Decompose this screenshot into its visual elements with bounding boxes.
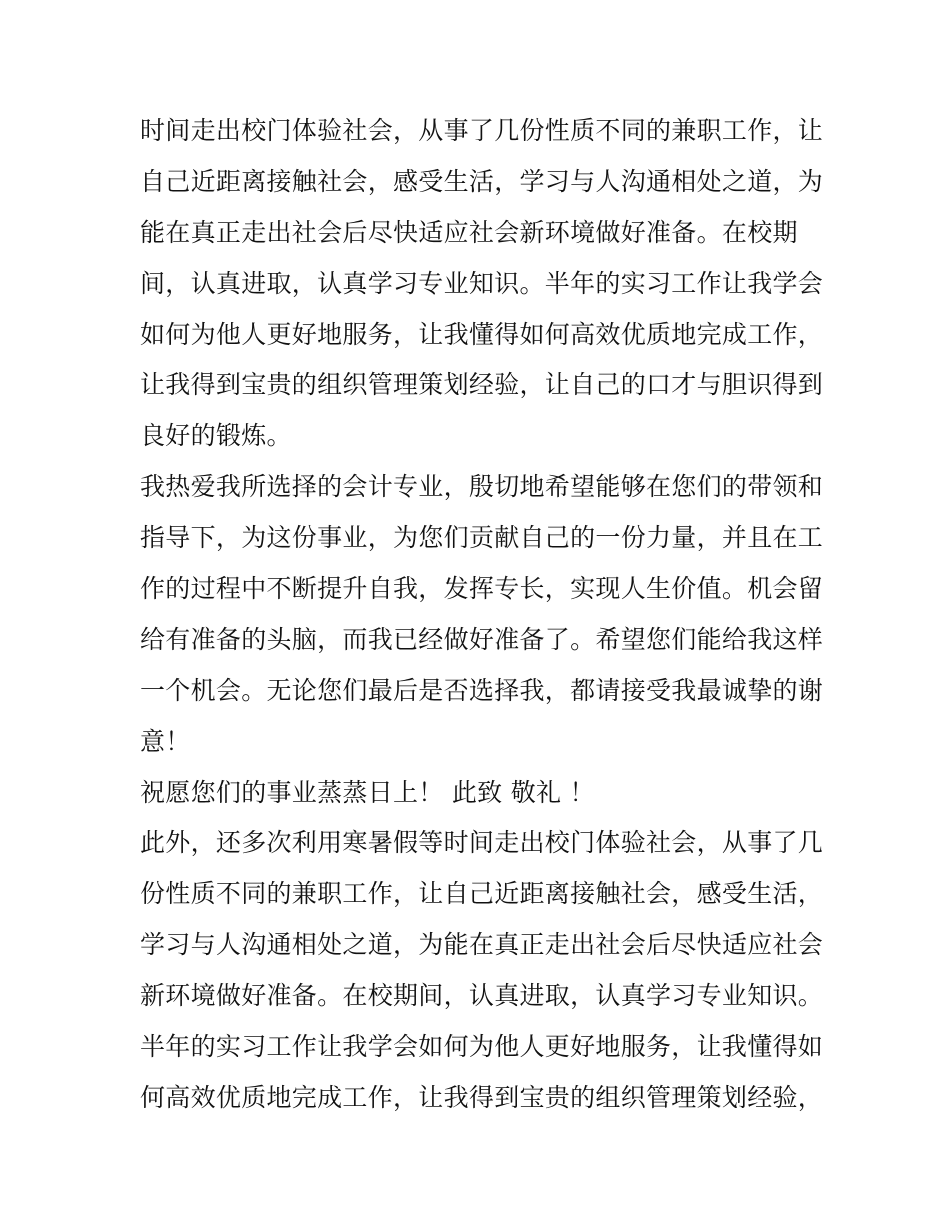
text-line: 半年的实习工作让我学会如何为他人更好地服务，让我懂得如	[140, 1032, 824, 1062]
document-body	[140, 106, 824, 1124]
text-line: 作的过程中不断提升自我，发挥专长，实现人生价值。机会留	[140, 574, 824, 604]
text-line: 给有准备的头脑，而我已经做好准备了。希望您们能给我这样	[140, 624, 824, 654]
text-line: 此外，还多次利用寒暑假等时间走出校门体验社会，从事了几	[140, 828, 824, 858]
text-line: 一个机会。无论您们最后是否选择我，都请接受我最诚挚的谢	[140, 675, 824, 705]
text-line: 如何为他人更好地服务，让我懂得如何高效优质地完成工作，	[140, 319, 824, 349]
text-line: 良好的锻炼。	[140, 421, 292, 451]
text-line: 学习与人沟通相处之道，为能在真正走出社会后尽快适应社会	[140, 930, 824, 960]
text-line: 能在真正走出社会后尽快适应社会新环境做好准备。在校期	[140, 217, 798, 247]
text-line: 间，认真进取，认真学习专业知识。半年的实习工作让我学会	[140, 268, 824, 298]
text-line: 新环境做好准备。在校期间，认真进取，认真学习专业知识。	[140, 981, 824, 1011]
text-line: 我热爱我所选择的会计专业，殷切地希望能够在您们的带领和	[140, 472, 824, 502]
closing-line: 祝愿您们的事业蒸蒸日上！ 此致 敬礼 ！	[140, 777, 595, 807]
text-line: 何高效优质地完成工作，让我得到宝贵的组织管理策划经验，	[140, 1082, 824, 1112]
text-line: 指导下，为这份事业，为您们贡献自己的一份力量，并且在工	[140, 523, 824, 553]
text-line: 份性质不同的兼职工作，让自己近距离接触社会，感受生活，	[140, 879, 824, 909]
text-line: 时间走出校门体验社会，从事了几份性质不同的兼职工作，让	[140, 116, 824, 145]
text-line: 意！	[140, 726, 191, 756]
text-line: 自己近距离接触社会，感受生活，学习与人沟通相处之道，为	[140, 166, 824, 196]
text-line: 让我得到宝贵的组织管理策划经验，让自己的口才与胆识得到	[140, 370, 824, 400]
